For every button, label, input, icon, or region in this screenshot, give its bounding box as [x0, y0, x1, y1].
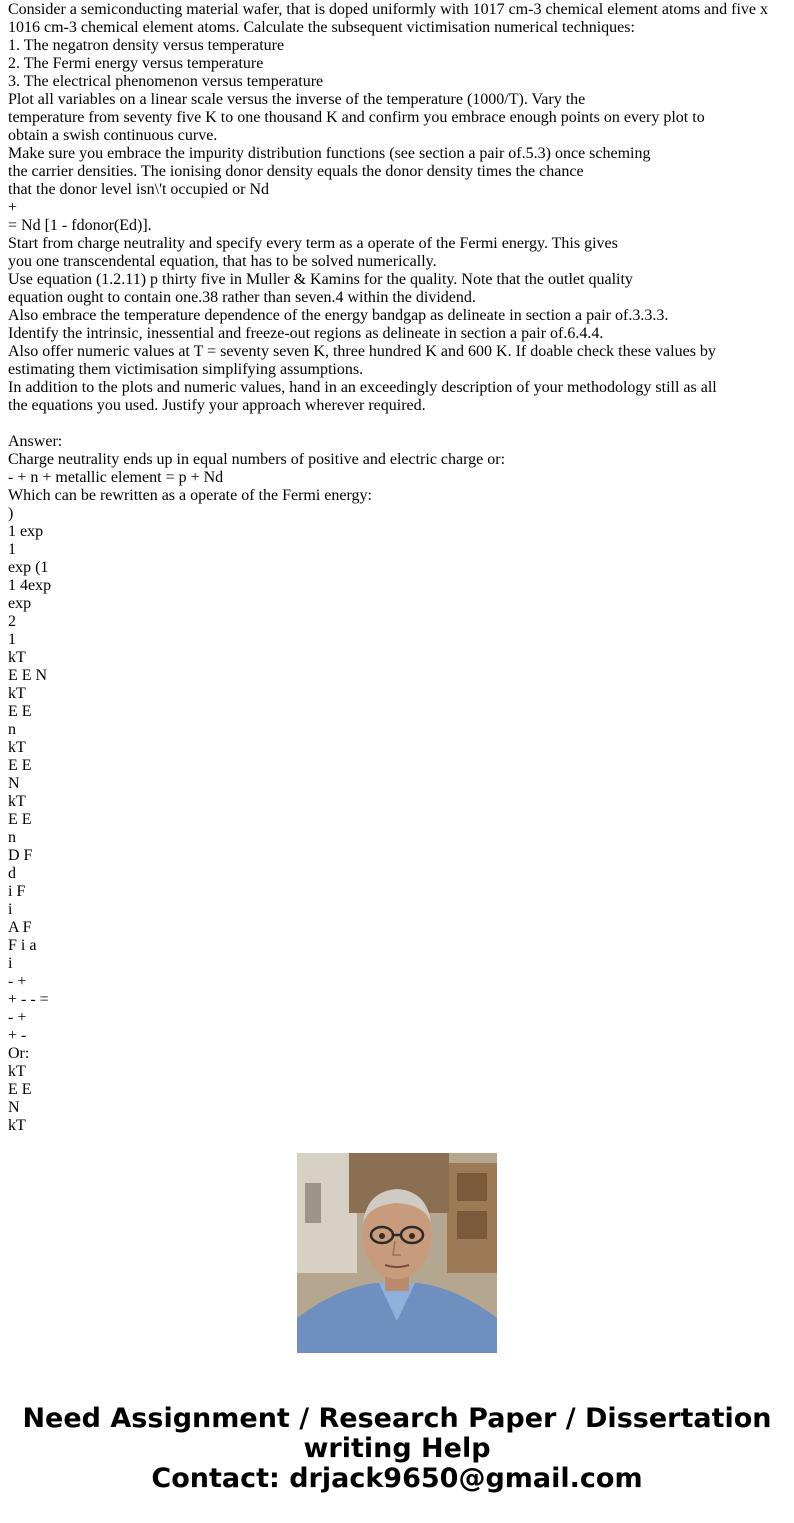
paragraph-gap [8, 415, 788, 433]
text-line: kT [8, 793, 26, 810]
text-line: 1 exp [8, 523, 44, 540]
text-line: estimating them victimisation simplifying assumptions. [8, 361, 364, 378]
text-line: equation ought to contain one.38 rather than seven.4 within the dividend. [8, 289, 476, 306]
text-line: 1 4exp [8, 577, 52, 594]
text-line: E E [8, 757, 32, 774]
promo-banner [0, 1404, 794, 1494]
text-line: kT [8, 685, 26, 702]
text-line: F i a [8, 937, 37, 954]
text-line: E E [8, 703, 32, 720]
text-line: Also embrace the temperature dependence of the energy bandgap as delineate in section a pair of.3.3.3. [8, 307, 669, 324]
text-line: E E N [8, 667, 48, 684]
text-line: temperature from seventy five K to one thousand K and confirm you embrace enough points on every plot to [8, 109, 705, 126]
text-line: E E [8, 1081, 32, 1098]
text-line: N [8, 1099, 20, 1116]
text-line: Plot all variables on a linear scale versus the inverse of the temperature (1000/T). Vary the [8, 91, 586, 108]
text-line: 2 [8, 613, 16, 630]
text-line: d [8, 865, 16, 882]
text-line: i [8, 901, 13, 918]
text-line: 1 [8, 541, 16, 558]
author-avatar [297, 1153, 497, 1353]
promo-line-1: Need Assignment / Research Paper / Dissertation [22, 1403, 772, 1434]
text-line: ) [8, 505, 14, 522]
text-line: + [8, 199, 18, 216]
text-line: that the donor level isn\'t occupied or Nd [8, 181, 270, 198]
text-line: you one transcendental equation, that has to be solved numerically. [8, 253, 437, 270]
text-line: n [8, 721, 16, 738]
text-line: In addition to the plots and numeric values, hand in an exceedingly description of your methodology still as all [8, 379, 717, 396]
text-line: = Nd [1 - fdonor(Ed)]. [8, 217, 152, 234]
text-line: kT [8, 1063, 26, 1080]
text-line: N [8, 775, 20, 792]
text-line: 1 [8, 631, 16, 648]
text-line: + - [8, 1027, 27, 1044]
text-line: 1. The negatron density versus temperature [8, 37, 285, 54]
text-line: Charge neutrality ends up in equal numbers of positive and electric charge or: [8, 451, 506, 468]
text-line: kT [8, 1117, 26, 1134]
document-body [8, 1, 788, 1134]
text-line: 3. The electrical phenomenon versus temperature [8, 73, 324, 90]
text-line: E E [8, 811, 32, 828]
text-line: A F [8, 919, 32, 936]
text-line: - + [8, 1009, 27, 1026]
text-line: Which can be rewritten as a operate of the Fermi energy: [8, 487, 372, 504]
text-line: i F [8, 883, 26, 900]
promo-contact: Contact: drjack9650@gmail.com [151, 1463, 643, 1494]
text-line: the equations you used. Justify your approach wherever required. [8, 397, 426, 414]
text-line: kT [8, 649, 26, 666]
text-line: Answer: [8, 433, 63, 450]
text-line: D F [8, 847, 33, 864]
text-line: 1016 cm-3 chemical element atoms. Calculate the subsequent victimisation numerical techniques: [8, 19, 635, 36]
text-line: - + [8, 973, 27, 990]
text-line: kT [8, 739, 26, 756]
text-line: Start from charge neutrality and specify every term as a operate of the Fermi energy. This gives [8, 235, 618, 252]
text-line: obtain a swish continuous curve. [8, 127, 218, 144]
text-line: + - - = [8, 991, 49, 1008]
text-line: Make sure you embrace the impurity distribution functions (see section a pair of.5.3) once scheming [8, 145, 651, 162]
text-line: Use equation (1.2.11) p thirty five in Muller & Kamins for the quality. Note that the outlet quality [8, 271, 633, 288]
text-line: - + n + metallic element = p + Nd [8, 469, 224, 486]
question-text [8, 1, 788, 415]
text-line: 2. The Fermi energy versus temperature [8, 55, 264, 72]
text-line: Or: [8, 1045, 30, 1062]
text-line: i [8, 955, 13, 972]
text-line: Consider a semiconducting material wafer, that is doped uniformly with 1017 cm-3 chemical element atoms and five x [8, 1, 769, 18]
text-line: Identify the intrinsic, inessential and freeze-out regions as delineate in section a pair of.6.4.4. [8, 325, 604, 342]
text-line: the carrier densities. The ionising donor density equals the donor density times the chance [8, 163, 584, 180]
text-line: n [8, 829, 16, 846]
text-line: exp [8, 595, 32, 612]
text-line: Also offer numeric values at T = seventy seven K, three hundred K and 600 K. If doable check these values by [8, 343, 716, 360]
answer-text [8, 433, 788, 1135]
promo-line-2: writing Help [303, 1433, 491, 1464]
text-line: exp (1 [8, 559, 49, 576]
